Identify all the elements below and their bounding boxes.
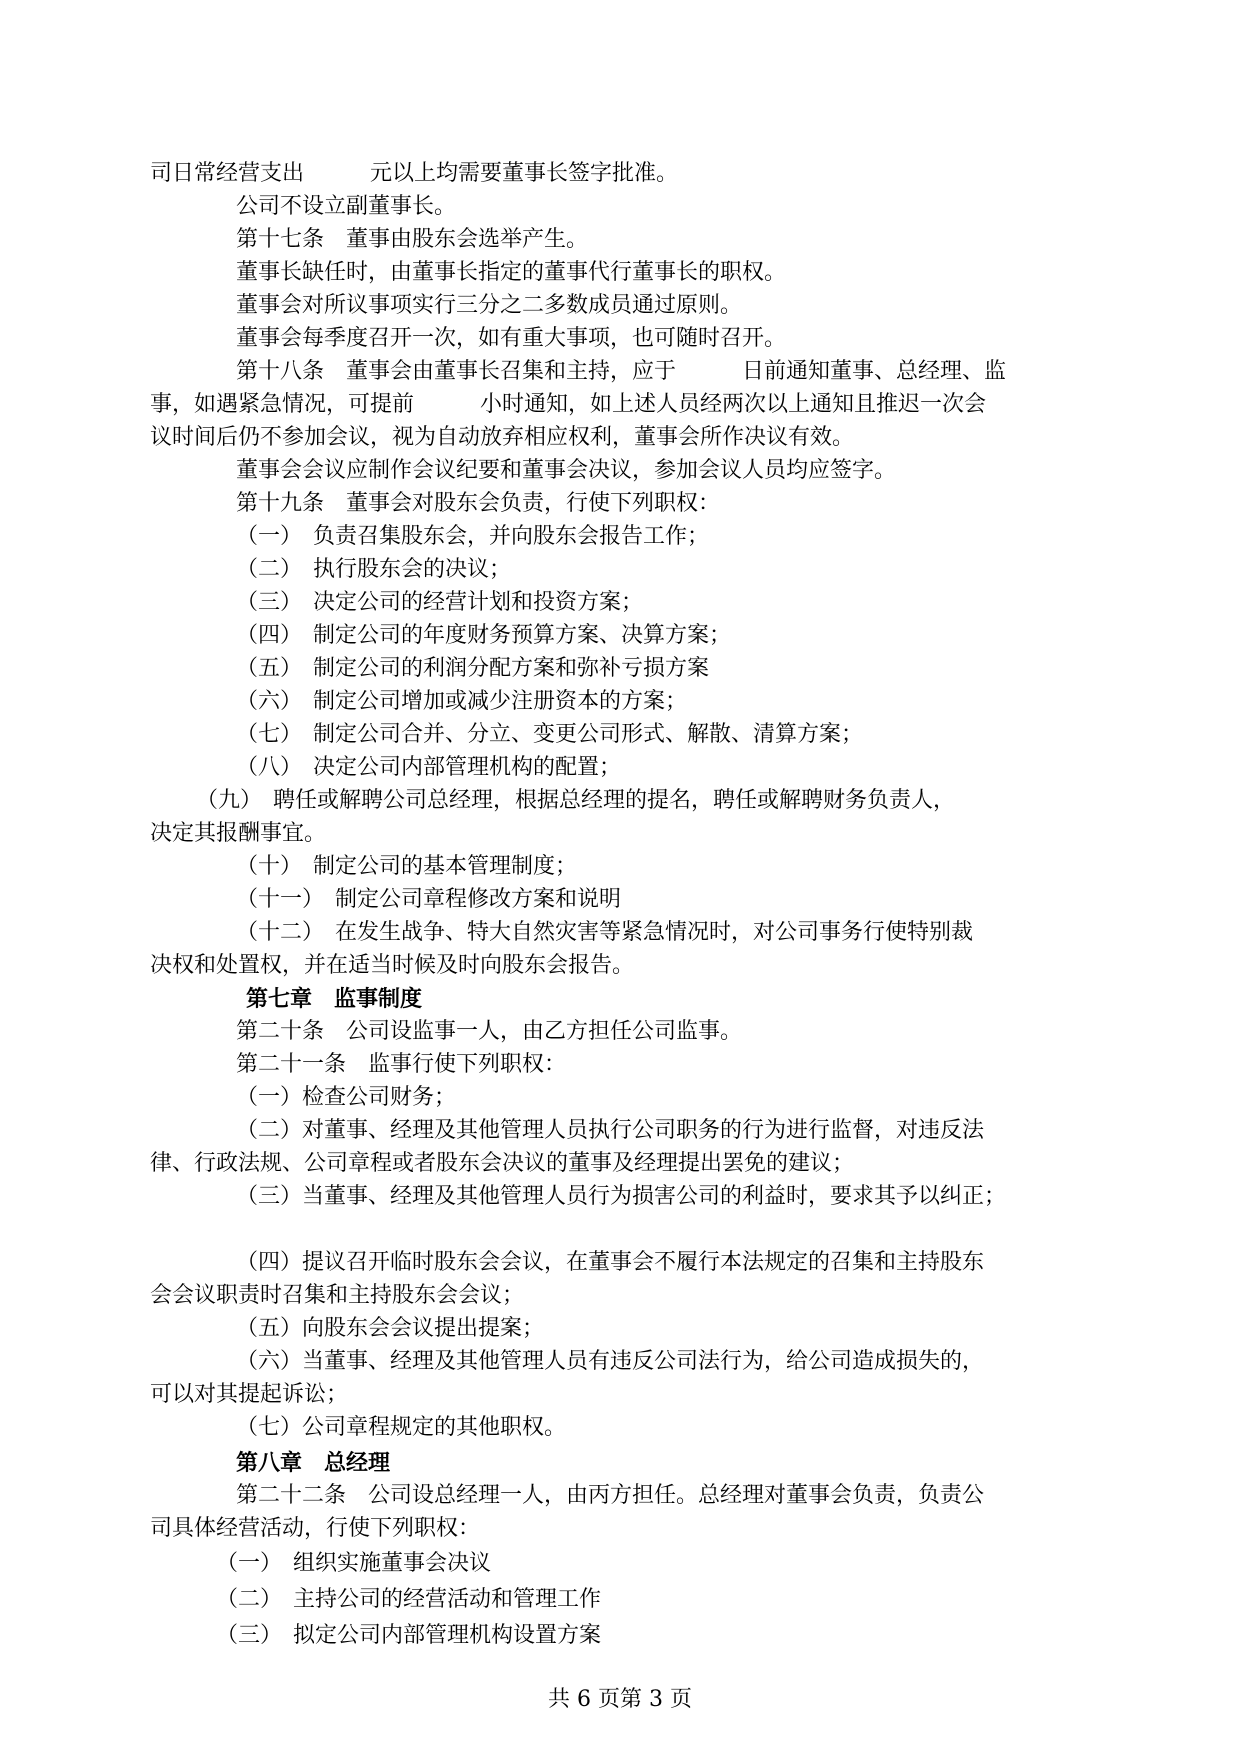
list-item: （五）向股东会会议提出提案； [236,1316,545,1341]
article-21: 第二十一条 监事行使下列职权： [236,1052,567,1077]
list-item: （十） 制定公司的基本管理制度； [236,854,578,879]
list-item: （二）对董事、经理及其他管理人员执行公司职务的行为进行监督，对违反法 [236,1118,985,1143]
list-item: （八） 决定公司内部管理机构的配置； [236,755,622,780]
text-line: 公司不设立副董事长。 [236,194,457,219]
text-line: 决定其报酬事宜。 [150,821,327,846]
list-item: （一） 负责召集股东会，并向股东会报告工作； [236,524,710,549]
list-item: （六）当董事、经理及其他管理人员有违反公司法行为，给公司造成损失的， [236,1349,985,1374]
text-line: 司具体经营活动，行使下列职权： [150,1516,481,1541]
chapter-8-heading: 第八章 总经理 [236,1450,391,1476]
text-line: 董事会对所议事项实行三分之二多数成员通过原则。 [236,293,743,318]
list-item: （一） 组织实施董事会决议 [216,1551,492,1576]
article-19: 第十九条 董事会对股东会负责，行使下列职权： [236,491,721,516]
list-item: （十一） 制定公司章程修改方案和说明 [236,887,622,912]
list-item: （七）公司章程规定的其他职权。 [236,1415,567,1440]
list-item: （五） 制定公司的利润分配方案和弥补亏损方案 [236,656,710,681]
list-item: （三）当董事、经理及其他管理人员行为损害公司的利益时，要求其予以纠正； [236,1184,1007,1209]
text-line: 事，如遇紧急情况，可提前 小时通知，如上述人员经两次以上通知且推迟一次会 [150,392,987,417]
text-line: 决权和处置权，并在适当时候及时向股东会报告。 [150,953,635,978]
article-17: 第十七条 董事由股东会选举产生。 [236,227,589,252]
article-18: 第十八条 董事会由董事长召集和主持，应于 日前通知董事、总经理、监 [236,359,1007,384]
list-item: （六） 制定公司增加或减少注册资本的方案； [236,689,688,714]
text-line: 可以对其提起诉讼； [150,1382,349,1407]
page-footer: 共 6 页第 3 页 [548,1687,692,1712]
list-item: （二） 主持公司的经营活动和管理工作 [216,1587,602,1612]
text-line: 董事会会议应制作会议纪要和董事会决议，参加会议人员均应签字。 [236,458,897,483]
list-item: （二） 执行股东会的决议； [236,557,512,582]
list-item: （三） 决定公司的经营计划和投资方案； [236,590,644,615]
list-item: （一）检查公司财务； [236,1085,457,1110]
article-20: 第二十条 公司设监事一人，由乙方担任公司监事。 [236,1019,743,1044]
text-line: 董事会每季度召开一次，如有重大事项，也可随时召开。 [236,326,787,351]
text-line: 律、行政法规、公司章程或者股东会决议的董事及经理提出罢免的建议； [150,1151,855,1176]
text-line: 董事长缺任时，由董事长指定的董事代行董事长的职权。 [236,260,787,285]
text-line: 司日常经营支出 元以上均需要董事长签字批准。 [150,161,679,186]
text-line: 议时间后仍不参加会议，视为自动放弃相应权利，董事会所作决议有效。 [150,425,855,450]
list-item: （十二） 在发生战争、特大自然灾害等紧急情况时，对公司事务行使特别裁 [236,920,974,945]
chapter-7-heading: 第七章 监事制度 [246,986,423,1012]
article-22: 第二十二条 公司设总经理一人，由丙方担任。总经理对董事会负责，负责公 [236,1483,985,1508]
list-item: （四） 制定公司的年度财务预算方案、决算方案； [236,623,732,648]
list-item: （三） 拟定公司内部管理机构设置方案 [216,1623,602,1648]
list-item: （九） 聘任或解聘公司总经理，根据总经理的提名，聘任或解聘财务负责人， [196,788,956,813]
list-item: （七） 制定公司合并、分立、变更公司形式、解散、清算方案； [236,722,864,747]
list-item: （四）提议召开临时股东会会议，在董事会不履行本法规定的召集和主持股东 [236,1250,985,1275]
text-line: 会会议职责时召集和主持股东会会议； [150,1283,525,1308]
